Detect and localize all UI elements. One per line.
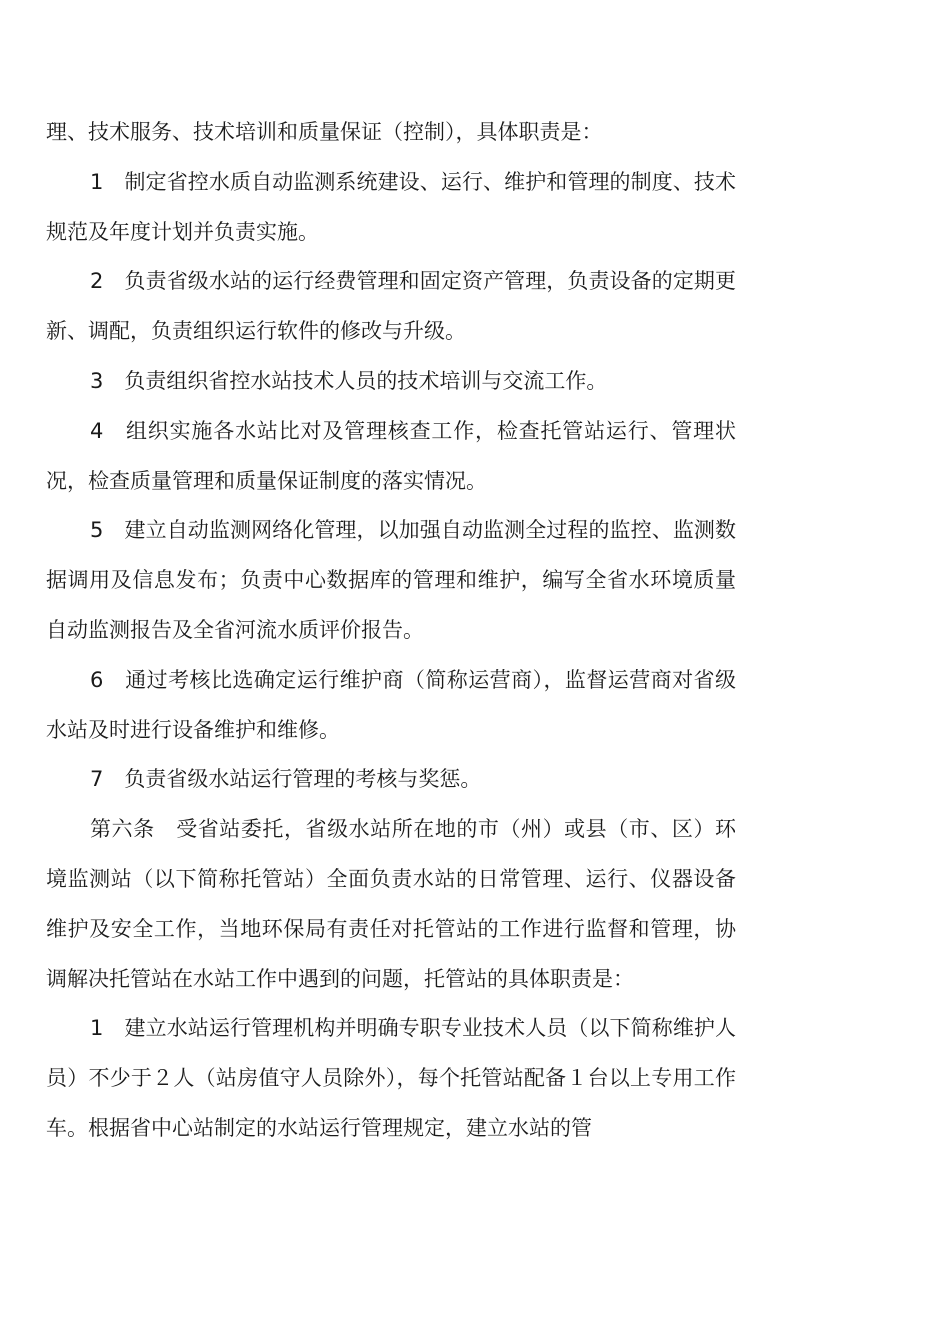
paragraph-item-7: 7 负责省级水站运行管理的考核与奖惩。 (90, 767, 482, 792)
paragraph-article-6: 第六条 受省站委托，省级水站所在地的市（州）或县（市、区）环境监测站（以下简称托管站）全面负责水站的日常管理、运行、仪器设备维护及安全工作，当地环保局有责任对托管站的工作进行监督和管理，协调解决托管站在水站工作中遇到的问题，托管站的具体职责是： (46, 817, 736, 991)
paragraph-item-6: 6 通过考核比选确定运行维护商（简称运营商），监督运营商对省级水站及时进行设备维护和维修。 (46, 667, 736, 742)
paragraph-article-6-item-1: 1 建立水站运行管理机构并明确专职专业技术人员（以下简称维护人员）不少于２人（站房值守人员除外），每个托管站配备１台以上专用工作车。根据省中心站制定的水站运行管理规定，建立水站的管 (46, 1016, 736, 1140)
paragraph-item-1: 1 制定省控水质自动监测系统建设、运行、维护和管理的制度、技术规范及年度计划并负责实施。 (46, 169, 736, 244)
document-body (46, 108, 736, 1154)
paragraph-item-2: 2 负责省级水站的运行经费管理和固定资产管理，负责设备的定期更新、调配，负责组织运行软件的修改与升级。 (46, 269, 736, 344)
paragraph-item-5: 5 建立自动监测网络化管理，以加强自动监测全过程的监控、监测数据调用及信息发布；负责中心数据库的管理和维护，编写全省水环境质量自动监测报告及全省河流水质评价报告。 (46, 518, 736, 642)
paragraph-item-3: 3 负责组织省控水站技术人员的技术培训与交流工作。 (90, 368, 608, 393)
paragraph-intro-continuation: 理、技术服务、技术培训和质量保证（控制），具体职责是： (46, 120, 603, 144)
paragraph-item-4: 4 组织实施各水站比对及管理核查工作，检查托管站运行、管理状况，检查质量管理和质量保证制度的落实情况。 (46, 418, 736, 493)
